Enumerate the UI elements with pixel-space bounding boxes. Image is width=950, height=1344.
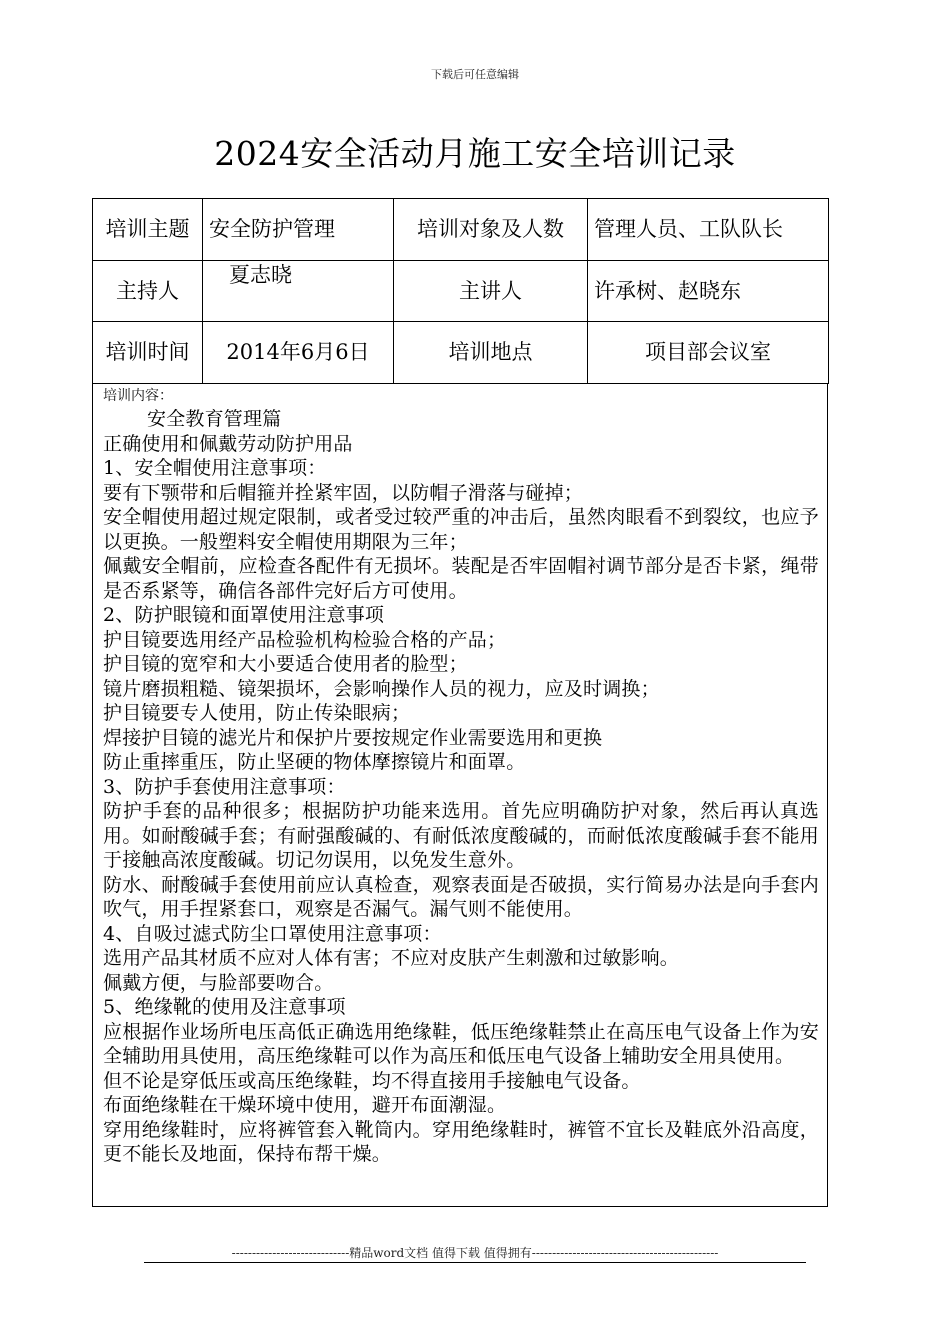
host-label: 主持人 xyxy=(93,261,203,322)
content-line: 穿用绝缘鞋时，应将裤管套入靴筒内。穿用绝缘鞋时，裤管不宜长及鞋底外沿高度，更不能长及地面，保持布帮干燥。 xyxy=(103,1118,819,1165)
place-label: 培训地点 xyxy=(394,322,588,384)
content-line: 但不论是穿低压或高压绝缘鞋，均不得直接用手接触电气设备。 xyxy=(103,1069,641,1092)
content-line: 佩戴方便，与脸部要吻合。 xyxy=(103,971,334,994)
topic-value: 安全防护管理 xyxy=(203,199,394,261)
content-line: 防护手套的品种很多；根据防护功能来选用。首先应明确防护对象，然后再认真选用。如耐酸碱手套；有耐强酸碱的、有耐低浓度酸碱的，而耐低浓度酸碱手套不能用于接触高浓度酸碱。切记勿误用，以免发生意外。 xyxy=(103,800,819,871)
content-line: 布面绝缘鞋在干燥环境中使用，避开布面潮湿。 xyxy=(103,1094,507,1116)
audience-label: 培训对象及人数 xyxy=(394,199,588,261)
content-heading: 安全教育管理篇 xyxy=(147,408,282,430)
content-line: 安全帽使用超过规定限制，或者受过较严重的冲击后，虽然肉眼看不到裂纹，也应予以更换。一般塑料安全帽使用期限为三年； xyxy=(103,506,819,553)
content-line: 5、绝缘靴的使用及注意事项 xyxy=(103,996,346,1018)
time-label: 培训时间 xyxy=(93,322,203,384)
header-note: 下载后可任意编辑 xyxy=(431,68,519,81)
content-line: 正确使用和佩戴劳动防护用品 xyxy=(103,432,353,455)
table-row xyxy=(93,199,829,261)
content-line: 护目镜要专人使用，防止传染眼病； xyxy=(103,702,411,724)
content-line: 镜片磨损粗糙、镜架损坏，会影响操作人员的视力，应及时调换； xyxy=(103,677,660,700)
table-row xyxy=(93,322,829,384)
speaker-label: 主讲人 xyxy=(394,261,588,322)
place-value: 项目部会议室 xyxy=(588,322,829,384)
content-line: 2、防护眼镜和面罩使用注意事项 xyxy=(103,604,385,626)
training-content-box xyxy=(92,383,828,1207)
content-line: 防止重摔重压，防止坚硬的物体摩擦镜片和面罩。 xyxy=(103,751,526,773)
footer-rule xyxy=(144,1262,806,1263)
audience-value: 管理人员、工队队长 xyxy=(588,199,829,261)
content-line: 护目镜要选用经产品检验机构检验合格的产品； xyxy=(103,628,507,651)
footer-text: -----------------------------精品word文档 值得下载 值得拥有---------------------------------------------- xyxy=(231,1246,719,1260)
document-title: 2024安全活动月施工安全培训记录 xyxy=(214,134,736,173)
training-info-table xyxy=(92,198,829,384)
content-line: 3、防护手套使用注意事项： xyxy=(103,775,346,798)
content-line: 要有下颚带和后帽箍并拴紧牢固，以防帽子滑落与碰掉； xyxy=(103,481,584,504)
time-value: 2014年6月6日 xyxy=(203,322,394,384)
topic-label: 培训主题 xyxy=(93,199,203,261)
content-line: 选用产品其材质不应对人体有害；不应对皮肤产生刺激和过敏影响。 xyxy=(103,947,680,969)
content-line: 焊接护目镜的滤光片和保护片要按规定作业需要选用和更换 xyxy=(103,726,603,749)
content-label: 培训内容： xyxy=(103,388,173,404)
content-line: 佩戴安全帽前，应检查各配件有无损坏。装配是否牢固帽衬调节部分是否卡紧，绳带是否系紧等，确信各部件完好后方可使用。 xyxy=(103,555,819,602)
content-line: 防水、耐酸碱手套使用前应认真检查，观察表面是否破损，实行简易办法是向手套内吹气，用手捏紧套口，观察是否漏气。漏气则不能使用。 xyxy=(103,873,819,920)
speaker-value: 许承树、赵晓东 xyxy=(588,261,829,322)
content-line: 4、自吸过滤式防尘口罩使用注意事项： xyxy=(103,922,442,945)
table-row xyxy=(93,261,829,322)
host-value: 夏志晓 xyxy=(203,261,394,322)
content-line: 应根据作业场所电压高低正确选用绝缘鞋，低压绝缘鞋禁止在高压电气设备上作为安全辅助用具使用，高压绝缘鞋可以作为高压和低压电气设备上辅助安全用具使用。 xyxy=(103,1020,819,1067)
content-line: 护目镜的宽窄和大小要适合使用者的脸型； xyxy=(103,653,468,675)
content-line: 1、安全帽使用注意事项： xyxy=(103,457,327,479)
